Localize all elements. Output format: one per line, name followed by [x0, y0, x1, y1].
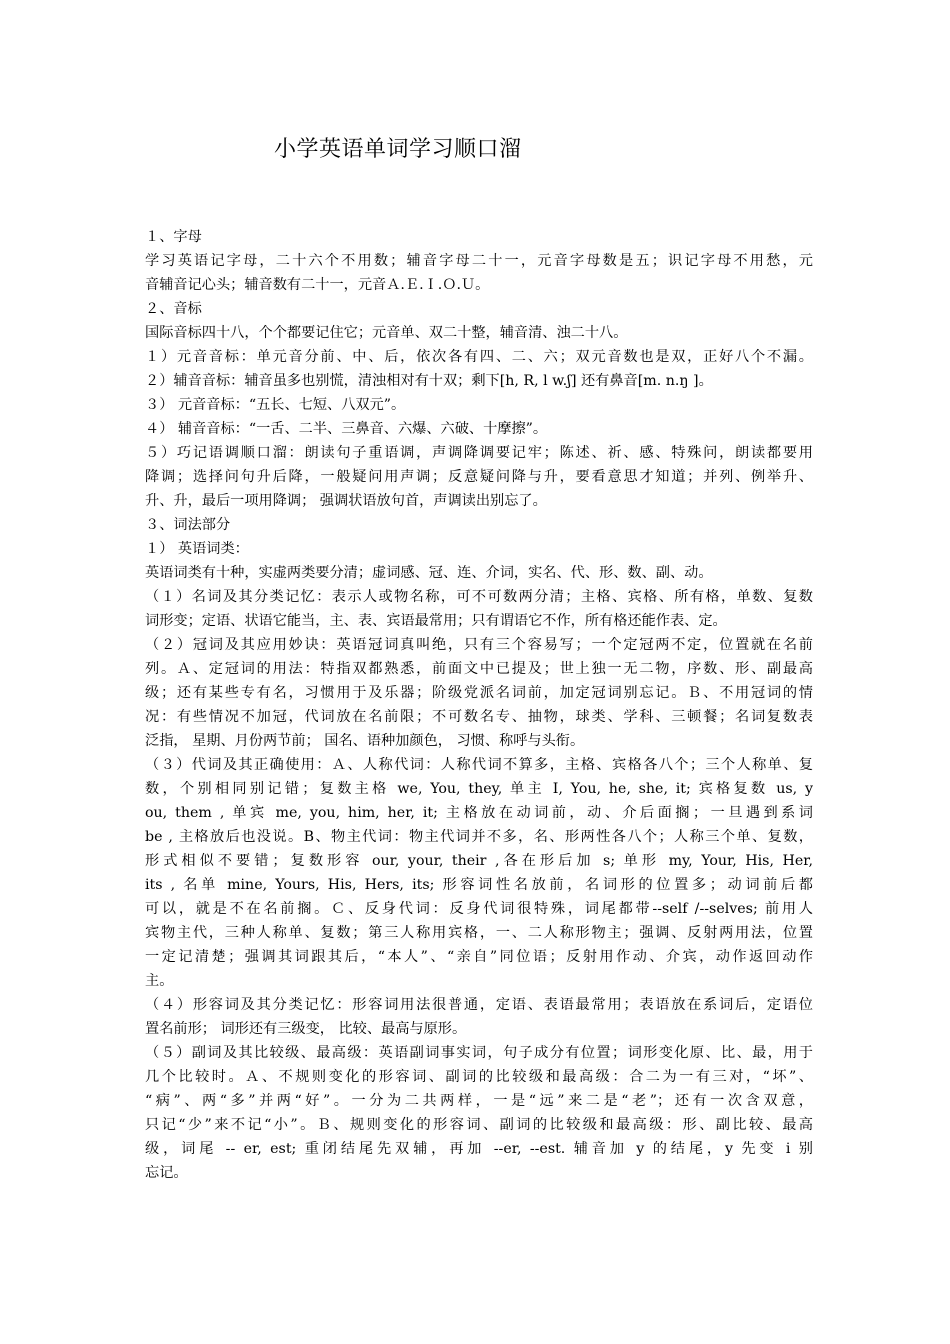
subsection-heading: １） 英语词类：: [145, 541, 249, 557]
paragraph-line: 降调；选择问句升后降，一般疑问用声调；反意疑问降与升，要看意思才知道；并列、例举升、: [145, 469, 813, 485]
paragraph-line: 列。Ａ、定冠词的用法：特指双都熟悉，前面文中已提及；世上独一无二物，序数、形、副最高: [145, 661, 813, 677]
paragraph-line: ２）辅音音标：辅音虽多也别慌，清浊相对有十双；剩下[h, R, l w.ʃ] 还有鼻音[m. n.ŋ ]。: [145, 373, 713, 389]
paragraph-line: 一定记清楚；强调其词跟其后，“本人”、“亲自”同位语；反射用作动、介宾，动作返回动作: [145, 949, 813, 965]
paragraph-line: 忘记。: [145, 1165, 188, 1181]
paragraph-line: （１）名词及其分类记忆：表示人或物名称，可不可数两分清；主格、宾格、所有格，单数、复数: [145, 589, 813, 605]
paragraph-line: 可以，就是不在名前搁。Ｃ、反身代词：反身代词很特殊，词尾都带--self /--selves; 前用人: [145, 901, 813, 917]
paragraph-line: 升、升，最后一项用降调； 强调状语放句首，声调读出别忘了。: [145, 493, 547, 509]
paragraph-line: （２）冠词及其应用妙诀：英语冠词真叫绝，只有三个容易写；一个定冠两不定，位置就在名前: [145, 637, 813, 653]
section-heading: ３、词法部分: [145, 517, 231, 533]
paragraph-line: ou, them , 单宾 me, you, him, her, it; 主格放在动词前，动、介后面搁；一旦遇到系词: [145, 805, 813, 821]
paragraph-line: １）元音音标：单元音分前、中、后，依次各有四、二、六；双元音数也是双，正好八个不漏。: [145, 349, 813, 365]
paragraph-line: （４）形容词及其分类记忆：形容词用法很普通，定语、表语最常用；表语放在系词后，定语位: [145, 997, 813, 1013]
paragraph-line: 词形变；定语、状语它能当，主、表、宾语最常用；只有谓语它不作，所有格还能作表、定。: [145, 613, 727, 629]
paragraph-line: 置名前形； 词形还有三级变， 比较、最高与原形。: [145, 1021, 467, 1037]
paragraph-line: ５）巧记语调顺口溜：朗读句子重语调，声调降调要记牢；陈述、祈、感、特殊问，朗读都要用: [145, 445, 813, 461]
paragraph-line: （５）副词及其比较级、最高级：英语副词事实词，句子成分有位置；词形变化原、比、最，用于: [145, 1045, 813, 1061]
paragraph-line: 况：有些情况不加冠，代词放在名前限；不可数名专、抽物，球类、学科、三顿餐；名词复数表: [145, 709, 813, 725]
paragraph-line: be , 主格放后也没说。B、物主代词：物主代词并不多，名、形两性各八个；人称三个单、复数，: [145, 829, 813, 845]
paragraph-line: 形式相似不要错；复数形容 our, your, their ,各在形后加 s; 单形 my, Your, His, Her,: [145, 853, 813, 869]
paragraph-line: 学习英语记字母，二十六个不用数；辅音字母二十一，元音字母数是五；识记字母不用愁，元: [145, 253, 813, 269]
paragraph-line: 几个比较时。Ａ、不规则变化的形容词、副词的比较级和最高级：合二为一有三对，“坏”、: [145, 1069, 813, 1085]
document-title: 小学英语单词学习顺口溜: [274, 137, 522, 162]
paragraph-line: 泛指， 星期、月份两节前； 国名、语种加颜色， 习惯、称呼与头衔。: [145, 733, 585, 749]
paragraph-line: 宾物主代，三种人称单、复数；第三人称用宾格，一、二人称形物主；强调、反射两用法，位置: [145, 925, 813, 941]
paragraph-line: 英语词类有十种，实虚两类要分清；虚词感、冠、连、介词，实名、代、形、数、副、动。: [145, 565, 713, 581]
paragraph-line: ４） 辅音音标：“一舌、二半、三鼻音、六爆、六破、十摩擦”。: [145, 421, 548, 437]
paragraph-line: （３）代词及其正确使用：Ａ、人称代词：人称代词不算多，主格、宾格各八个；三个人称单、复: [145, 757, 813, 773]
paragraph-line: “病”、两“多”并两“好”。一分为二共两样，一是“远”来二是“老”；还有一次含双意，: [145, 1093, 813, 1109]
document-body: [145, 225, 813, 1185]
paragraph-line: ３） 元音音标：“五长、七短、八双元”。: [145, 397, 406, 413]
paragraph-line: 国际音标四十八，个个都要记住它；元音单、双二十整，辅音清、浊二十八。: [145, 325, 628, 341]
section-heading: ２、音标: [145, 301, 202, 317]
paragraph-line: 数，个别相同别记错；复数主格 we, You, they, 单主 I, You, he, she, it; 宾格复数 us, y: [145, 781, 813, 797]
paragraph-line: 只记“少”来不记“小”。Ｂ、规则变化的形容词、副词的比较级和最高级：形、副比较、最高: [145, 1117, 813, 1133]
paragraph-line: 级；还有某些专有名，习惯用于及乐器；阶级党派名词前，加定冠词别忘记。Ｂ、不用冠词的情: [145, 685, 813, 701]
section-heading: １、字母: [145, 229, 202, 245]
paragraph-line: its , 名单 mine, Yours, His, Hers, its; 形容词性名放前，名词形的位置多；动词前后都: [145, 877, 813, 893]
paragraph-line: 音辅音记心头；辅音数有二十一，元音Ａ.Ｅ.Ｉ.Ｏ.Ｕ。: [145, 277, 490, 293]
paragraph-line: 主。: [145, 973, 174, 989]
paragraph-line: 级，词尾 -- er, est; 重闭结尾先双辅，再加 --er, --est. 辅音加 y 的结尾，y 先变 i 别: [145, 1141, 813, 1157]
